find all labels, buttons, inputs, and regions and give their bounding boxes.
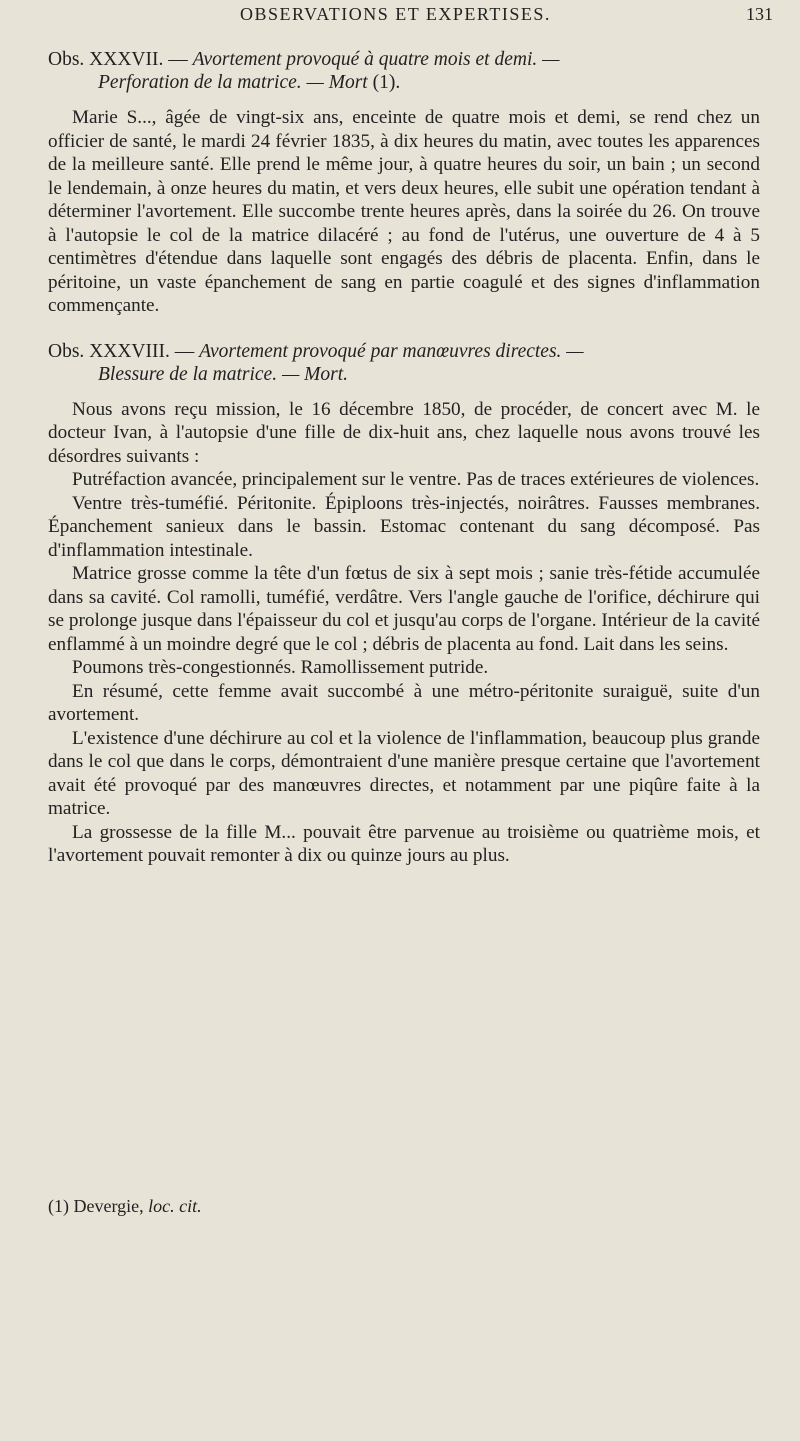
observation-37-number: Obs. XXXVII. —	[48, 49, 188, 70]
footnote-source: loc. cit.	[148, 1196, 202, 1216]
observation-38-title-text1: Avortement provoqué par manœuvres directes. —	[199, 340, 584, 362]
page-header	[0, 4, 800, 32]
observation-37-title-text1: Avortement provoqué à quatre mois et demi. —	[192, 49, 560, 70]
observation-38-title-line2	[48, 363, 760, 386]
observation-38-title-line1	[48, 340, 760, 363]
observation-38-title	[48, 340, 760, 386]
observation-38-paragraph: Nous avons reçu mission, le 16 décembre 1850, de procéder, de concert avec M. le docteur Ivan, à l'autopsie d'une fille de dix-huit ans, chez laquelle nous avons trouvé les désordres suivants :	[48, 398, 760, 467]
observation-37	[48, 48, 760, 318]
observation-37-title-line2	[48, 71, 760, 94]
observation-38-title-text2: Blessure de la matrice. — Mort.	[98, 363, 349, 385]
observation-38	[48, 340, 760, 868]
observation-38-paragraph: La grossesse de la fille M... pouvait être parvenue au troisième ou quatrième mois, et l'avortement pouvait remonter à dix ou quinze jours au plus.	[48, 821, 760, 866]
observation-38-paragraph: En résumé, cette femme avait succombé à une métro-péritonite suraiguë, suite d'un avortement.	[48, 680, 760, 725]
footnote-marker: (1) Devergie,	[48, 1196, 144, 1216]
observation-37-paragraph: Marie S..., âgée de vingt-six ans, enceinte de quatre mois et demi, se rend chez un officier de santé, le mardi 24 février 1835, à dix heures du matin, avec toutes les apparences de la meilleure santé. Elle prend le même jour, à quatre heures du soir, un bain ; un second le lendemain, à onze heures du matin, et vers deux heures, elle subit une opération tendant à déterminer l'avortement. Elle succombe trente heures après, dans la soirée du 26. On trouve à l'autopsie le col de la matrice dilacéré ; au fond de l'utérus, une ouverture de 4 à 5 centimètres d'étendue dans laquelle sont engagés des débris de placenta. Enfin, dans le péritoine, un vaste épanchement de sang en partie coagulé et des signes d'inflammation commençante.	[48, 107, 760, 316]
footnote-reference: (1).	[372, 72, 401, 93]
observation-38-paragraph: Poumons très-congestionnés. Ramollissement putride.	[72, 657, 489, 678]
observation-38-paragraph: L'existence d'une déchirure au col et la violence de l'inflammation, beaucoup plus grande dans le col que dans le corps, démontraient d'une manière presque certaine que l'avortement avait été provoqué par des manœuvres directes, et notamment par une piqûre faite à la matrice.	[48, 727, 760, 819]
observation-37-title-text2: Perforation de la matrice. — Mort	[98, 72, 368, 93]
observation-37-title-line1	[48, 48, 760, 71]
running-title: OBSERVATIONS ET EXPERTISES.	[240, 4, 551, 24]
page-number: 131	[746, 4, 773, 24]
footnote	[48, 1196, 202, 1217]
observation-38-number: Obs. XXXVIII. —	[48, 340, 195, 362]
observation-38-paragraph: Ventre très-tuméfié. Péritonite. Épiploons très-injectés, noirâtres. Fausses membranes. Épanchement sanieux dans le bassin. Estomac contenant du sang décomposé. Pas d'inflammation intestinale.	[48, 492, 760, 561]
observation-38-paragraph: Matrice grosse comme la tête d'un fœtus de six à sept mois ; sanie très-fétide accumulée dans sa cavité. Col ramolli, tuméfié, verdâtre. Vers l'angle gauche de l'orifice, déchirure qui se prolonge jusque dans l'épaisseur du col et jusqu'au corps de l'organe. Intérieur de la cavité enflammé à un moindre degré que le col ; débris de placenta au fond. Lait dans les seins.	[48, 563, 760, 655]
observation-38-paragraph: Putréfaction avancée, principalement sur le ventre. Pas de traces extérieures de violences.	[72, 469, 760, 490]
observation-37-title	[48, 48, 760, 94]
page-content	[48, 48, 760, 868]
